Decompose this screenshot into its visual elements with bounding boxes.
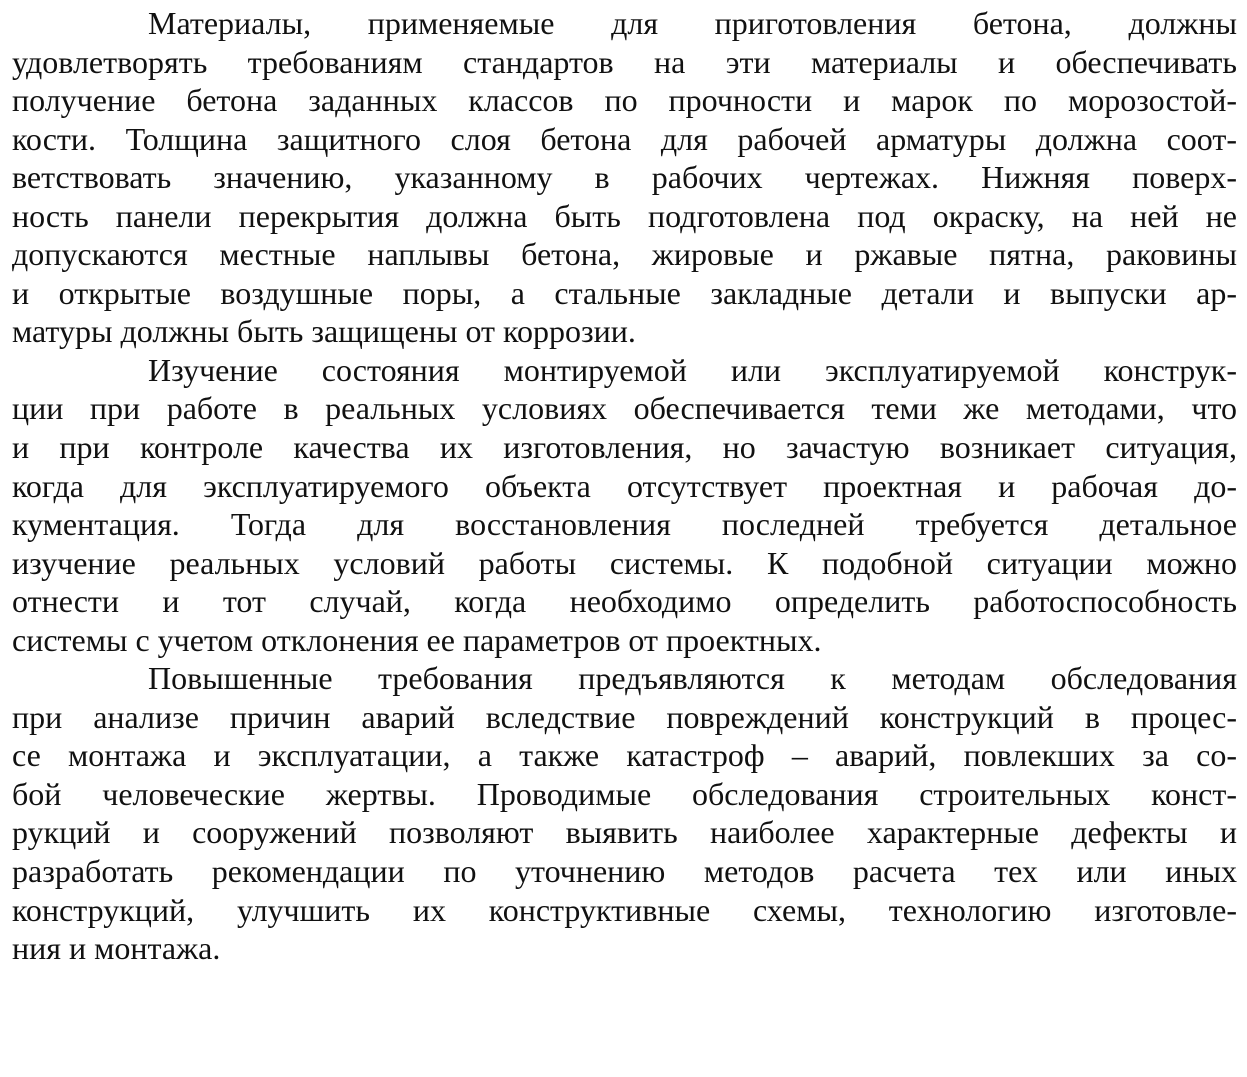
paragraph-line: и открытые воздушные поры, а стальные закладные детали и выпуски ар- (12, 274, 1237, 311)
paragraph-line: ветствовать значению, указанному в рабочих чертежах. Нижняя поверх- (12, 159, 1237, 196)
paragraph-line: изучение реальных условий работы системы. К подобной ситуации можно (12, 544, 1237, 581)
paragraph-line: ния и монтажа. (12, 930, 221, 967)
paragraph-line: и при контроле качества их изготовления, но зачастую возникает ситуация, (12, 429, 1237, 466)
paragraph-line: получение бетона заданных классов по прочности и марок по морозостой- (12, 82, 1237, 119)
paragraph-line: кости. Толщина защитного слоя бетона для рабочей арматуры должна соот- (12, 120, 1237, 157)
paragraph-2 (12, 351, 1237, 659)
paragraph-line: отнести и тот случай, когда необходимо определить работоспособность (12, 583, 1237, 620)
paragraph-line: се монтажа и эксплуатации, а также катастроф – аварий, повлекших за со- (12, 737, 1237, 774)
paragraph-line: Повышенные требования предъявляются к методам обследования (148, 660, 1237, 697)
paragraph-line: системы с учетом отклонения ее параметров от проектных. (12, 621, 822, 658)
paragraph-line: ность панели перекрытия должна быть подготовлена под окраску, на ней не (12, 197, 1237, 234)
paragraph-line: когда для эксплуатируемого объекта отсутствует проектная и рабочая до- (12, 467, 1237, 504)
paragraph-line: конструкций, улучшить их конструктивные схемы, технологию изготовле- (12, 891, 1237, 928)
paragraph-line: бой человеческие жертвы. Проводимые обследования строительных конст- (12, 775, 1237, 812)
paragraph-line: разработать рекомендации по уточнению методов расчета тех или иных (12, 853, 1237, 890)
paragraph-line: Изучение состояния монтируемой или эксплуатируемой конструк- (148, 351, 1237, 388)
paragraph-line: допускаются местные наплывы бетона, жировые и ржавые пятна, раковины (12, 236, 1237, 273)
paragraph-line: рукций и сооружений позволяют выявить наиболее характерные дефекты и (12, 814, 1237, 851)
paragraph-line: кументация. Тогда для восстановления последней требуется детальное (12, 506, 1237, 543)
paragraph-line: матуры должны быть защищены от коррозии. (12, 313, 636, 350)
paragraph-line: ции при работе в реальных условиях обеспечивается теми же методами, что (12, 390, 1237, 427)
paragraph-line: удовлетворять требованиям стандартов на эти материалы и обеспечивать (12, 43, 1237, 80)
paragraph-3 (12, 659, 1237, 967)
paragraph-line: Материалы, применяемые для приготовления бетона, должны (148, 5, 1237, 41)
paragraph-1 (12, 4, 1237, 351)
paragraph-line: при анализе причин аварий вследствие повреждений конструкций в процес- (12, 698, 1237, 735)
